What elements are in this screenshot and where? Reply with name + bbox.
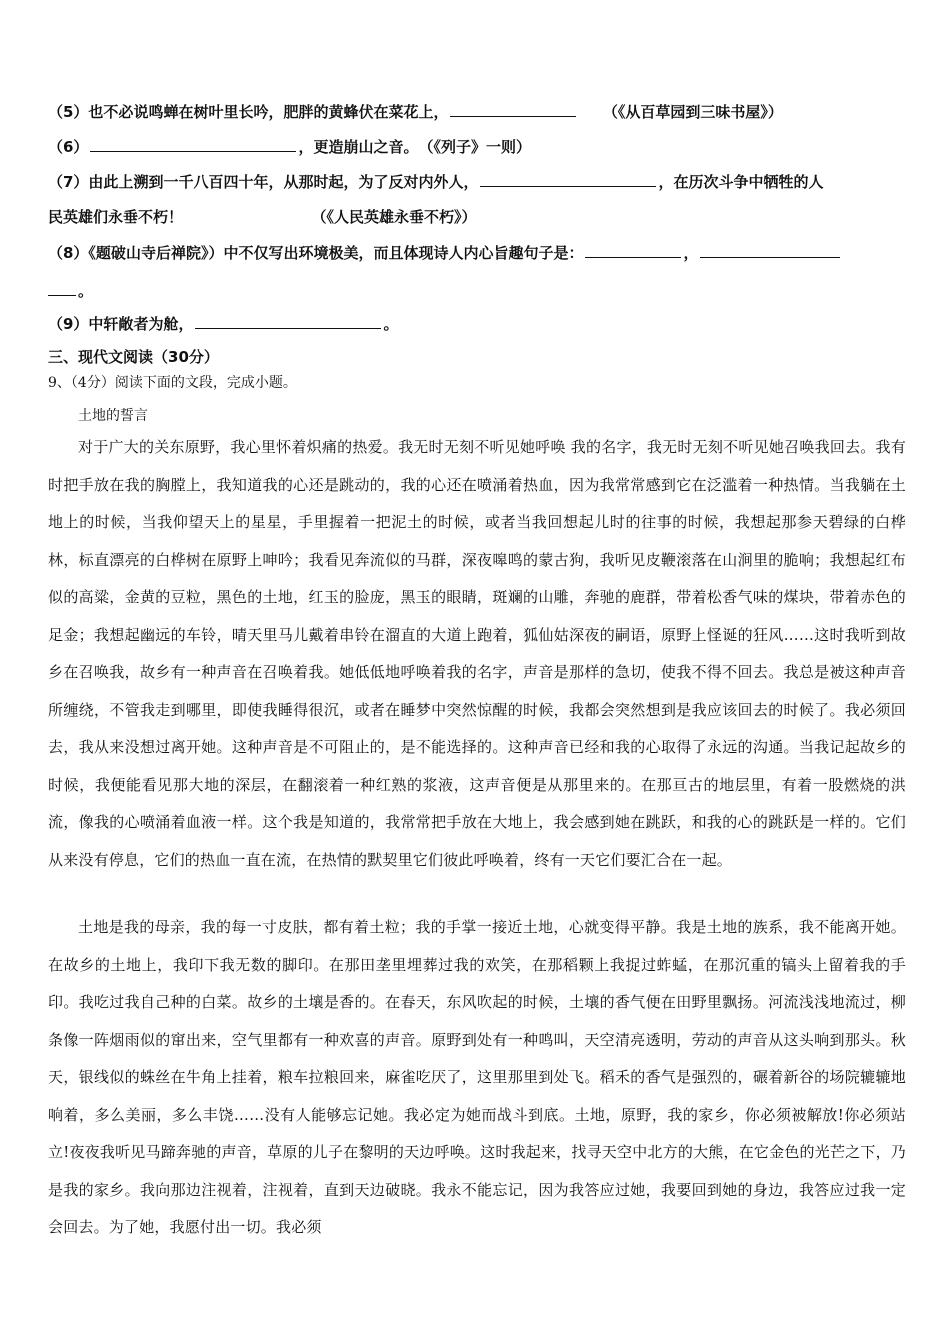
q7-text-after: ，在历次斗争中牺牲的人 — [658, 173, 824, 191]
q6-text: ，更造崩山之音。 （《列子》一则） — [298, 138, 531, 156]
section-title: 三、现代文阅读（30分） — [48, 348, 219, 366]
q6-number: （6） — [48, 138, 89, 156]
q7-answer-blank[interactable] — [480, 171, 656, 187]
q7-text: （7）由此上溯到一千八百四十年，从那时起，为了反对内外人， — [48, 173, 479, 191]
fill-in-q5 — [48, 101, 908, 123]
essay-paragraph-2: 土地是我的母亲，我的每一寸皮肤，都有着土粒；我的手掌一接近土地，心就变得平静。我是土地的族系，我不能离开她。在故乡的土地上，我印下我无数的脚印。在那田垄里埋葬过我的欢笑，在那稻颗上我捉过蚱蜢，在那沉重的镐头上留着我的手印。我吃过我自己种的白菜。故乡的土壤是香的。在春天，东风吹起的时候，土壤的香气便在田野里飘扬。河流浅浅地流过，柳条像一阵烟雨似的窜出来，空气里都有一种欢喜的声音。原野到处有一种鸣叫，天空清亮透明，劳动的声音从这头响到那头。秋天，银线似的蛛丝在牛角上挂着，粮车拉粮回来，麻雀吃厌了，这里那里到处飞。稻禾的香气是强烈的，碾着新谷的场院辘辘地响着，多么美丽，多么丰饶……没有人能够忘记她。我必定为她而战斗到底。土地，原野，我的家乡，你必须被解放!你必须站立!夜夜我听见马蹄奔驰的声音，草原的儿子在黎明的天边呼唤。这时我起来，找寻天空中北方的大熊，在它金色的光芒之下，乃是我的家乡。我向那边注视着，注视着，直到天边破晓。我永不能忘记，因为我答应过她，我要回到她的身边，我答应过我一定会回去。为了她，我愿付出一切。我必须 — [48, 918, 906, 1236]
q8-end: 。 — [78, 282, 94, 300]
essay-title: 土地的誓言 — [78, 408, 148, 424]
q8-text: （8）《题破山寺后禅院》）中不仅写出环境极美，而且体现诗人内心旨趣句子是： — [48, 244, 584, 262]
fill-in-q8 — [48, 242, 908, 264]
q8-answer-blank-2[interactable] — [700, 242, 840, 258]
fill-in-q6 — [48, 136, 908, 158]
q5-answer-blank[interactable] — [450, 101, 576, 117]
q8-answer-blank-2-continued[interactable] — [48, 280, 76, 296]
fill-in-q7 — [48, 171, 908, 193]
q9-end: 。 — [383, 315, 399, 333]
fill-in-q9 — [48, 313, 908, 335]
q5-text: （5）也不必说鸣蝉在树叶里长吟，肥胖的黄蜂伏在菜花上， — [48, 103, 449, 121]
essay-paragraph-1: 对于广大的关东原野，我心里怀着炽痛的热爱。我无时无刻不听见她呼唤 我的名字，我无时无刻不听见她召唤我回去。我有时把手放在我的胸膛上，我知道我的心还是跳动的，我的心还在喷涌着热血，因为我常常感到它在泛滥着一种热情。当我躺在土地上的时候，当我仰望天上的星星，手里握着一把泥土的时候，或者当我回想起儿时的往事的时候，我想起那参天碧绿的白桦林，标直漂亮的白桦树在原野上呻吟；我看见奔流似的马群，深夜嗥鸣的蒙古狗，我听见皮鞭滚落在山涧里的脆响；我想起红布似的高粱，金黄的豆粒，黑色的土地，红玉的脸庞，黑玉的眼睛，斑斓的山雕，奔驰的鹿群，带着松香气味的煤块，带着赤色的足金；我想起幽远的车铃，晴天里马儿戴着串铃在溜直的大道上跑着，狐仙姑深夜的嗣语，原野上怪诞的狂风……这时我听到故乡在召唤我，故乡有一种声音在召唤着我。她低低地呼唤着我的名字，声音是那样的急切，使我不得不回去。我总是被这种声音所缠绕，不管我走到哪里，即使我睡得很沉，或者在睡梦中突然惊醒的时候，我都会突然想到是我应该回去的时候了。我必须回去，我从来没想过离开她。这种声音是不可阻止的，是不能选择的。这种声音已经和我的心取得了永远的沟通。当我记起故乡的时候，我便能看见那大地的深层，在翻滚着一种红熟的浆液，这声音便是从那里来的。在那亘古的地层里，有着一股燃烧的洪流，像我的心喷涌着血液一样。这个我是知道的，我常常把手放在大地上，我会感到她在跳跃，和我的心的跳跃是一样的。它们从来没有停息，它们的热血一直在流，在热情的默契里它们彼此呼唤着，终有一天它们要汇合在一起。 — [48, 438, 906, 869]
q9-text: （9）中轩敞者为舱， — [48, 315, 194, 333]
q9-answer-blank[interactable] — [195, 313, 381, 329]
fill-in-q8-continued — [48, 280, 908, 302]
question-intro: 9、（4分）阅读下面的文段，完成小题。 — [48, 375, 297, 391]
fill-in-q7-continued — [48, 206, 908, 228]
q7-source: （《人民英雄永垂不朽》） — [311, 208, 477, 226]
q8-comma: ， — [683, 244, 699, 262]
q6-answer-blank[interactable] — [90, 136, 296, 152]
q8-answer-blank-1[interactable] — [585, 242, 681, 258]
q7-continuation: 民英雄们永垂不朽！ — [48, 208, 184, 226]
q5-source: （《从百草园到三味书屋》） — [602, 103, 783, 121]
